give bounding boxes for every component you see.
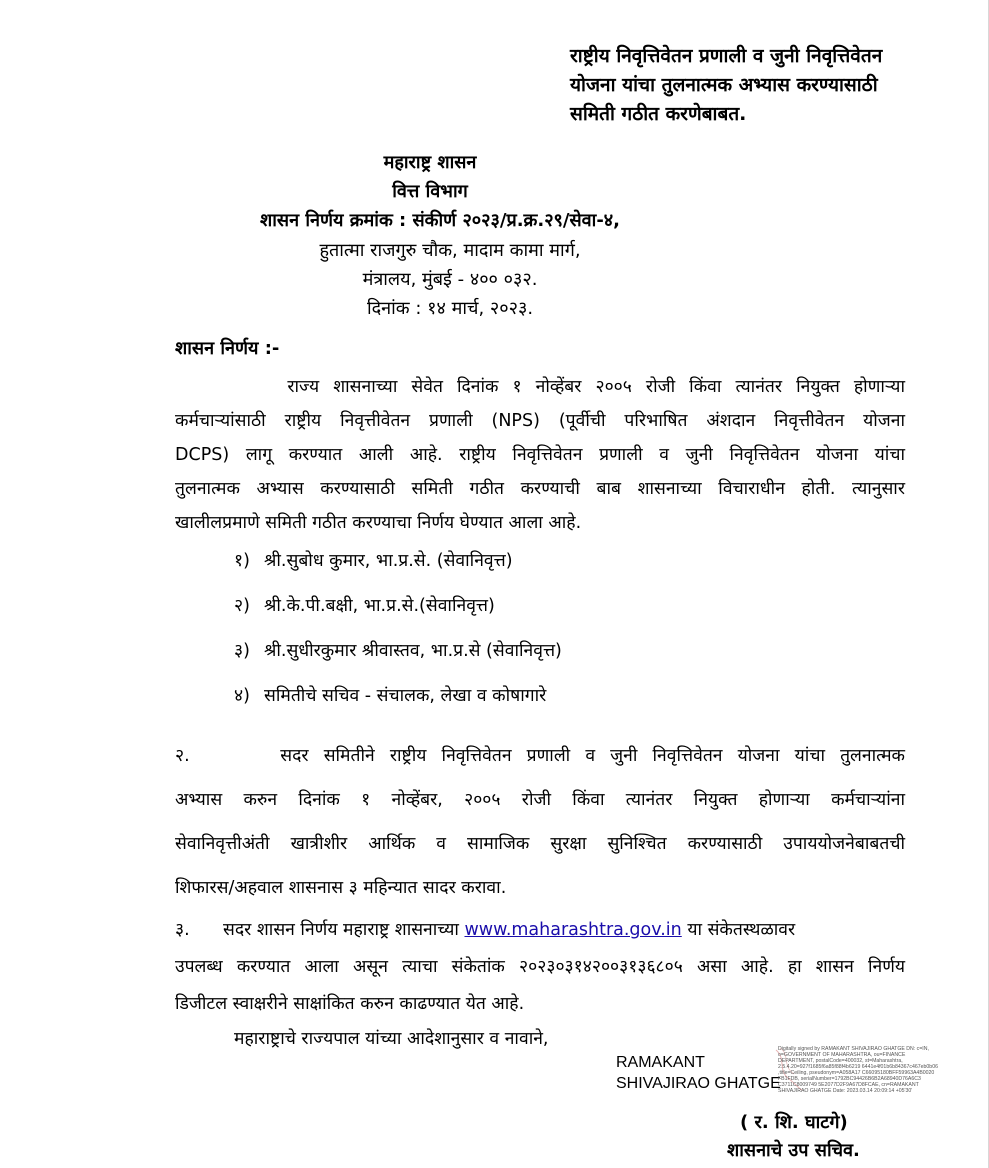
paragraph-line: तुलनात्मक अभ्यास करण्यासाठी समिती गठीत करण्याची बाब शासनाच्या विचाराधीन होती. त्यानुसार (175, 479, 905, 499)
paragraph-line: सेवानिवृत्तीअंती खात्रीशीर आर्थिक व सामाजिक सुरक्षा सुनिश्चित करण्यासाठी उपाययोजनेबाबतची (175, 834, 905, 854)
paragraph-text: या संकेतस्थळावर (681, 920, 796, 940)
list-text: श्री.सुबोध कुमार, भा.प्र.से. (सेवानिवृत्त) (264, 551, 513, 571)
paragraph-2 (175, 734, 905, 910)
address-line-2: मंत्रालय, मुंबई - ४०० ०३२. (362, 269, 538, 290)
list-number: ३) (234, 641, 250, 661)
list-text: श्री.सुधीरकुमार श्रीवास्तव, भा.प्र.से (सेवानिवृत्त) (264, 641, 562, 661)
paragraph-line: अभ्यास करुन दिनांक १ नोव्हेंबर, २००५ रोजी किंवा त्यानंतर नियुक्त होणाऱ्या कर्मचाऱ्यांना (175, 790, 905, 810)
list-number: २) (234, 596, 250, 616)
list-item (234, 593, 562, 638)
government-name: महाराष्ट्र शासन (383, 152, 477, 173)
list-item (234, 638, 562, 683)
committee-list (234, 548, 562, 728)
paragraph-line: DCPS) लागू करण्यात आली आहे. राष्ट्रीय निवृत्तिवेतन प्रणाली व जुनी निवृत्तिवेतन योजना यांचा (175, 445, 905, 465)
subject-line: राष्ट्रीय निवृत्तिवेतन प्रणाली व जुनी निवृत्तिवेतन (570, 45, 883, 67)
paragraph-3 (175, 912, 905, 1023)
subject-block (570, 42, 882, 129)
department-name: वित्त विभाग (392, 181, 468, 202)
list-item (234, 548, 562, 593)
signer-designation: शासनाचे उप सचिव. (727, 1140, 860, 1161)
gr-date: दिनांक : १४ मार्च, २०२३. (366, 298, 534, 319)
list-text: समितीचे सचिव - संचालक, लेखा व कोषागारे (264, 686, 547, 706)
address-line-1: हुतात्मा राजगुरु चौक, मादाम कामा मार्ग, (319, 240, 581, 261)
paragraph-line: राज्य शासनाच्या सेवेत दिनांक १ नोव्हेंबर २००५ रोजी किंवा त्यानंतर नियुक्त होणाऱ्या (175, 377, 905, 397)
paragraph-line: कर्मचाऱ्यांसाठी राष्ट्रीय निवृत्तीवेतन प्रणाली (NPS) (पूर्वीची परिभाषित अंशदान निवृत्तीवेतन योजना (175, 411, 905, 431)
signer-short-name: ( र. शि. घाटगे) (740, 1112, 848, 1133)
paragraph-line: खालीलप्रमाणे समिती गठीत करण्याचा निर्णय घेण्यात आला आहे. (175, 513, 582, 533)
list-number: १) (234, 551, 250, 571)
digital-signature-details: Digitally signed by RAMAKANT SHIVAJIRAO GHATGE DN: c=IN, o=GOVERNMENT OF MAHARASHTRA, ou=FINANCE DEPARTMENT, postalCode=400032, st=Maharashtra, 2.5.4.20=927f1685f6a85f88f4b6219 6441e4f01b6b84367c467eb0b06 ,title=Ceiling, pseudonym=A058A17 C66095180BFF59963A4B0020 FB1FDB, serialNumber=1792BC94426B6B2A68940D76A6C3 C3711C8009749 5E2077D2F9A67D8FCAE, cn=RAMAKANT SHIVAJIRAO GHATGE Date: 2023.03.14 20:09:14 +05'30' (778, 1046, 938, 1094)
paragraph-line: शिफारस/अहवाल शासनास ३ महिन्यात सादर करावा. (175, 878, 507, 898)
closing-line: महाराष्ट्राचे राज्यपाल यांच्या आदेशानुसार व नावाने, (234, 1029, 549, 1049)
paragraph-line: उपलब्ध करण्यात आला असून त्याचा संकेतांक २०२३०३१४२००३१३६८०५ असा आहे. हा शासन निर्णय (175, 957, 905, 977)
signer-name (616, 1052, 781, 1094)
signer-name-line-2: SHIVAJIRAO GHATGE (616, 1075, 781, 1092)
paragraph-line: डिजीटल स्वाक्षरीने साक्षांकित करुन काढण्यात येत आहे. (175, 994, 525, 1014)
subject-line: समिती गठीत करणेबाबत. (570, 103, 747, 125)
paragraph-1 (175, 370, 905, 540)
website-link[interactable]: www.maharashtra.gov.in (464, 920, 682, 940)
list-text: श्री.के.पी.बक्षी, भा.प्र.से.(सेवानिवृत्त) (264, 596, 495, 616)
paragraph-text: ३. सदर शासन निर्णय महाराष्ट्र शासनाच्या (175, 920, 465, 940)
subject-line: योजना यांचा तुलनात्मक अभ्यास करण्यासाठी (570, 74, 878, 96)
decision-heading: शासन निर्णय :- (175, 338, 280, 359)
list-number: ४) (234, 686, 250, 706)
paragraph-line (175, 912, 905, 949)
signer-name-line-1: RAMAKANT (616, 1054, 705, 1071)
gr-number: शासन निर्णय क्रमांक : संकीर्ण २०२३/प्र.क्र.२९/सेवा-४, (260, 210, 620, 231)
list-item (234, 683, 562, 728)
paragraph-line: २. सदर समितीने राष्ट्रीय निवृत्तिवेतन प्रणाली व जुनी निवृत्तिवेतन योजना यांचा तुलनात्मक (175, 746, 905, 766)
